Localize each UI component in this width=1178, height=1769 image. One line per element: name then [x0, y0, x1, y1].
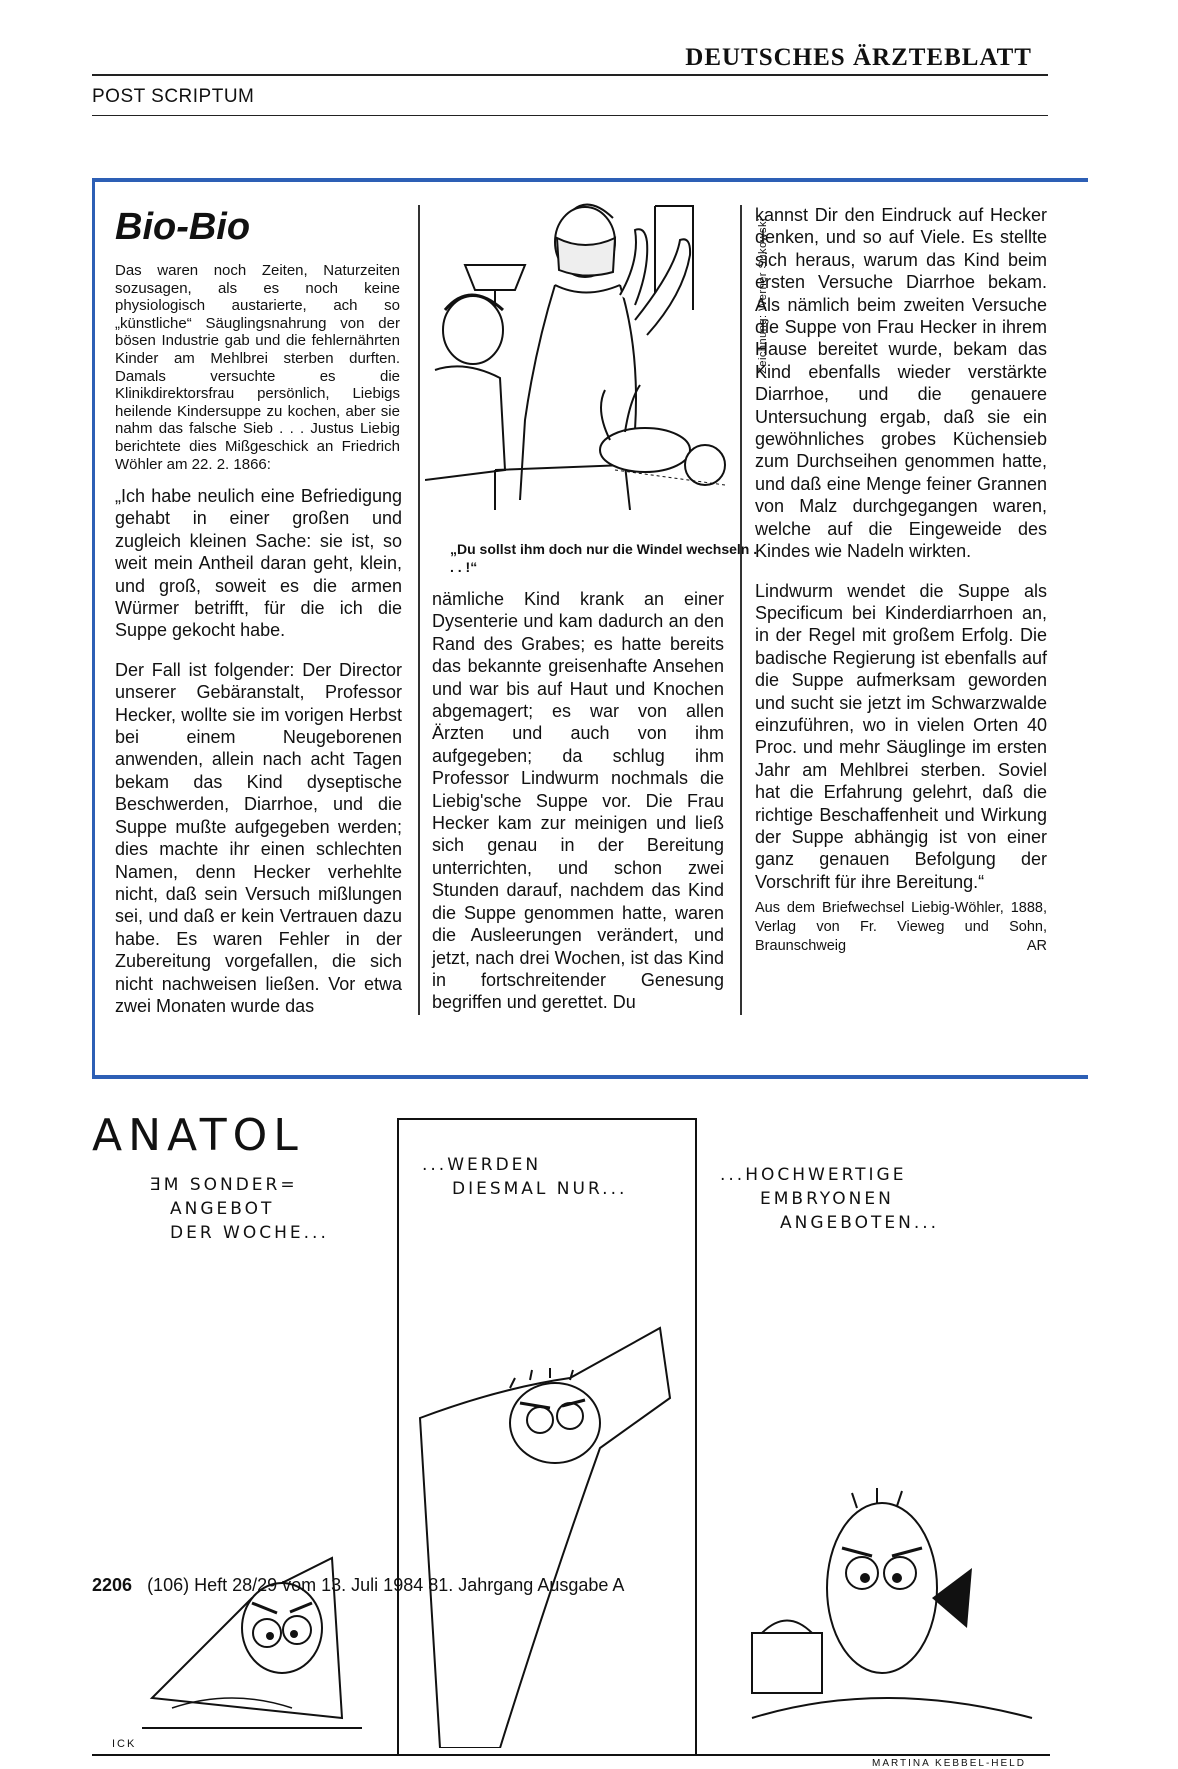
page-number: 2206 — [92, 1575, 133, 1595]
illustration-caption: „Du sollst ihm doch nur die Windel wechseln . . . !“ — [450, 541, 758, 575]
section-label: POST SCRIPTUM — [92, 86, 255, 107]
column-divider-2 — [740, 205, 742, 1015]
article-box-bottom-border — [92, 1075, 1088, 1079]
panel-3-line-1: ...HOCHWERTIGE — [720, 1165, 907, 1185]
masthead-rule — [92, 74, 1048, 76]
comic-title: ANATOL — [92, 1110, 304, 1161]
masthead: DEUTSCHES ÄRZTEBLATT — [685, 44, 1032, 71]
column-3-paragraph-1: kannst Dir den Eindruck auf Hecker denken, und so auf Viele. Es stellte sich heraus, warum das Kind beim ersten Versuche Diarrhoe bekam. Als nämlich beim zweiten Versuche die Suppe von Frau Hecker in ihrem Hause bereitet wurde, bekam das Kind ebenfalls wieder verstärkte Diarrhoe, und die genauere Untersuchung ergab, daß sie ein gewöhnliches grobes Küchensieb zum Durchseihen genommen hatte, und daß eine Menge feiner Grannen von Malz durchgegangen waren, welche auf die Eingeweide des Kindes wie Nadeln wirkten. — [755, 205, 1047, 562]
article-column-1 — [115, 485, 402, 1034]
panel-3-line-3: ANGEBOTEN... — [780, 1213, 940, 1233]
article-column-3 — [755, 204, 1047, 956]
article-box-left-border — [92, 178, 95, 1078]
illustration-credit: Zeichnung: Werner Sukowski — [757, 218, 769, 374]
panel-3-text — [720, 1163, 1040, 1235]
article-author: AR — [1026, 938, 1047, 955]
panel-2-text — [422, 1153, 682, 1201]
cartoon-illustration — [425, 200, 740, 510]
panel-1-line-2: ANGEBOT — [170, 1199, 275, 1219]
article-column-2 — [432, 588, 724, 1031]
panel-1-text — [150, 1173, 390, 1245]
article-title: Bio-Bio — [115, 206, 251, 248]
panel-2-line-2: DIESMAL NUR... — [452, 1179, 628, 1199]
column-3-paragraph-2: Lindwurm wendet die Suppe als Specificum bei Kinderdiarrhoen an, in der Regel mit großem Erfolg. Die badische Regierung ist ebenfalls auf die Suppe aufmerksam geworden und sucht sie jetzt im Schwarzwalde einzuführen, wo in vielen Orten 40 Proc. und mehr Säuglinge im ersten Jahr am Mehlbrei sterben. Soviel hat die Erfahrung gelehrt, daß die richtige Beschaffenheit und Wirkung der Suppe abhängig ist von einer ganz genauen Befolgung der Vorschrift für ihre Bereitung.“ — [755, 580, 1047, 892]
article-intro: Das waren noch Zeiten, Naturzeiten sozusagen, als es noch keine physiologisch austarierte, ach so „künstliche“ Säuglingsnahrung von der bösen Industrie gab und die fehlernährten Kinder am Mehlbrei sterben durften. Damals versuchte es die Klinikdirektorsfrau persönlich, Liebigs heilende Kindersuppe zu kochen, aber sie nahm das falsche Sieb . . . Justus Liebig berichtete dies Mißgeschick an Friedrich Wöhler am 22. 2. 1866: — [115, 262, 400, 473]
article-source — [755, 899, 1047, 956]
column-1-paragraph-2: Der Fall ist folgender: Der Director unserer Gebäranstalt, Professor Hecker, wollte sie im vorigen Herbst bei einem Neugeborenen anwenden, allein nach acht Tagen bekam das Kind dyseptische Beschwerden, Diarrhoe, und die Suppe mußte aufgegeben werden; dies machte ihr einen schlechten Namen, denn Hecker verhehlte nicht, daß sein Versuch mißlungen sei, und daß er kein Vertrauen dazu habe. Es waren Fehler in der Zubereitung vorgefallen, die sich nicht nachweisen ließen. Vor etwa zwei Monaten wurde das — [115, 659, 402, 1016]
source-text: Aus dem Briefwechsel Liebig-Wöhler, 1888, Verlag von Fr. Vieweg und Sohn, Braunschweig — [755, 900, 1047, 955]
comic-signature-right: MARTINA KEBBEL-HELD — [872, 1758, 1026, 1769]
panel-3-drawing — [732, 1388, 1042, 1748]
comic-strip — [92, 1118, 1050, 1768]
section-rule — [92, 115, 1048, 116]
panel-1-line-3: DER WOCHE... — [170, 1223, 329, 1243]
panel-2-line-1: ...WERDEN — [422, 1155, 542, 1175]
column-2-paragraph-1: nämliche Kind krank an einer Dysenterie und kam dadurch an den Rand des Grabes; es hatte bereits das bekannte greisenhafte Ansehen und war bis auf Haut und Knochen abgemagert; es war von allen Ärzten und auch von ihm aufgegeben; da schlug ihm Professor Lindwurm nochmals die Liebig'sche Suppe vor. Die Frau Hecker kam zur meinigen und ließ sich genau in der Bereitung unterrichten, und schon zwei Stunden darauf, nachdem das Kind die Suppe genommen hatte, waren die Ausleerungen verändert, und jetzt, nach drei Wochen, ist das Kind in fortschreitender Genesung begriffen und gerettet. Du — [432, 589, 724, 1013]
page-footer — [92, 1575, 624, 1596]
issue-info: (106) Heft 28/29 vom 13. Juli 1984 81. Jahrgang Ausgabe A — [147, 1575, 625, 1595]
column-1-paragraph-1: „Ich habe neulich eine Befriedigung gehabt in einer großen und zugleich kleinen Sache: sie ist, so weit mein Antheil daran geht, klein, und groß, soweit es die armen Würmer betrifft, für die ich die Suppe gekocht habe. — [115, 486, 402, 641]
panel-3-line-2: EMBRYONEN — [760, 1189, 894, 1209]
column-divider-1 — [418, 205, 420, 1015]
panel-1-line-1: ƎM SONDER= — [150, 1175, 298, 1195]
article-box-top-border — [92, 178, 1088, 182]
comic-signature-left: ICK — [112, 1738, 137, 1750]
panel-2-drawing — [410, 1308, 690, 1748]
